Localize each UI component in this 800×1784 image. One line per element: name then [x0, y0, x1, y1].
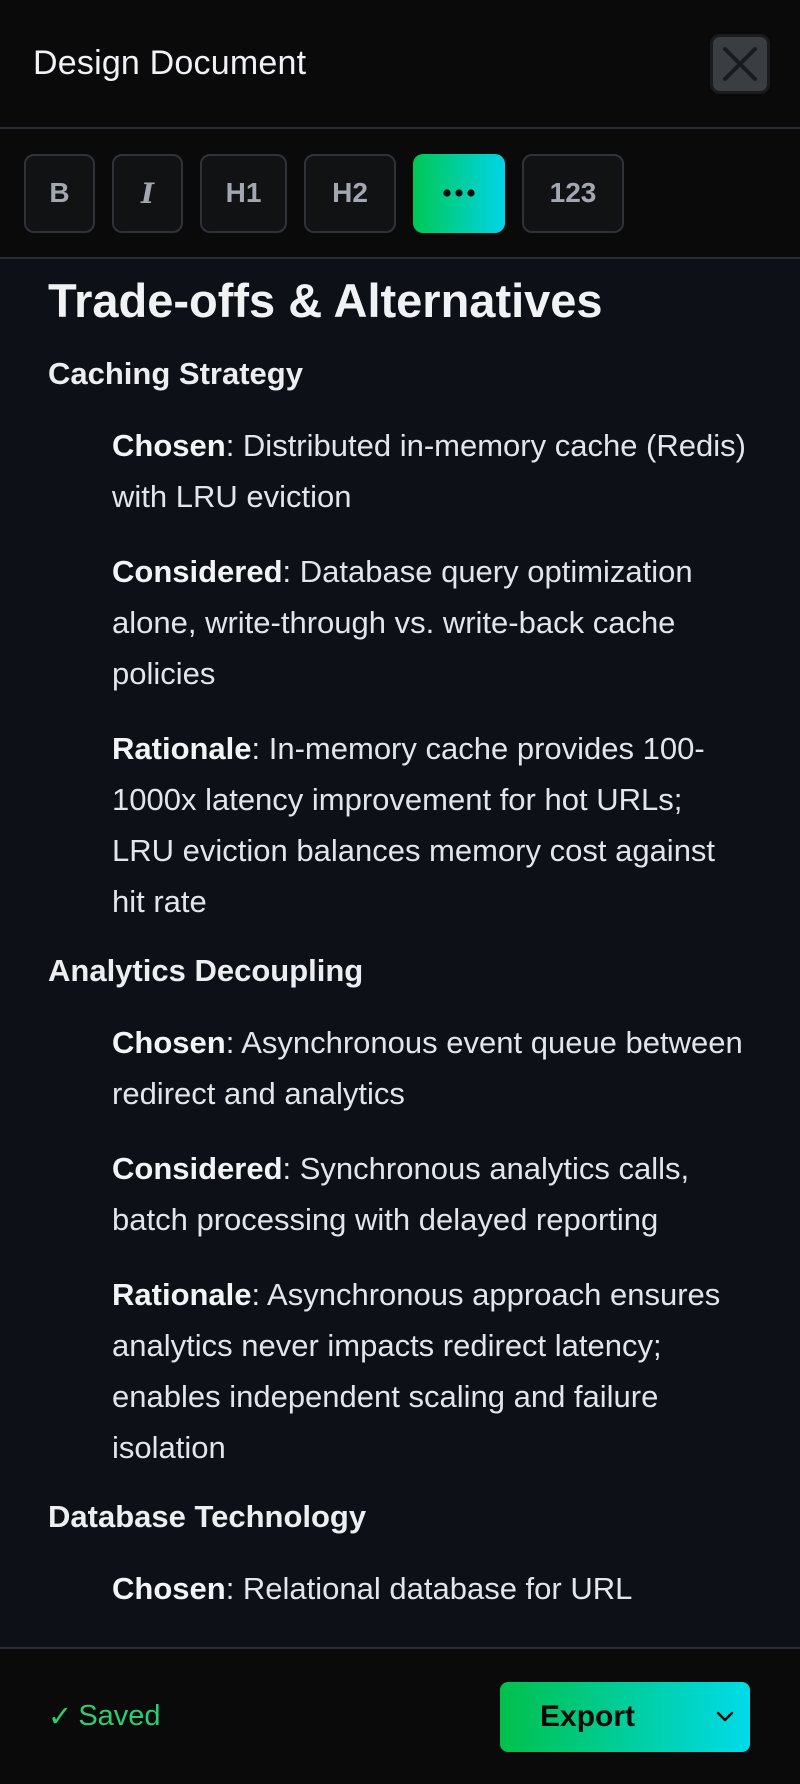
- more-dots-icon: [439, 188, 479, 198]
- heading-2-button[interactable]: H2: [304, 154, 396, 233]
- checkmark-icon: ✓: [48, 1701, 73, 1733]
- header: [0, 0, 800, 129]
- numbered-list-button[interactable]: 123: [522, 154, 624, 233]
- item-text: : Distributed in-memory cache (Redis) with LRU eviction: [112, 428, 746, 514]
- export-button[interactable]: [500, 1682, 750, 1752]
- footer: [0, 1647, 800, 1784]
- list-item: [48, 1017, 752, 1119]
- item-text: : Asynchronous approach ensures analytics never impacts redirect latency; enables independent scaling and failure isolation: [112, 1277, 721, 1465]
- item-label: Chosen: [112, 1571, 226, 1606]
- italic-button[interactable]: I: [112, 154, 183, 233]
- page-title: Design Document: [33, 44, 307, 82]
- list-item: [48, 546, 752, 699]
- list-item: [48, 420, 752, 522]
- list-item: [48, 723, 752, 927]
- close-button[interactable]: [710, 34, 770, 94]
- document-content[interactable]: [0, 259, 800, 1647]
- item-label: Chosen: [112, 428, 226, 463]
- save-status: [48, 1699, 161, 1734]
- list-item: [48, 1563, 752, 1614]
- item-text: : Database query optimization alone, write-through vs. write-back cache policies: [112, 554, 693, 691]
- item-text: : In-memory cache provides 100-1000x latency improvement for hot URLs; LRU eviction balances memory cost against hit rate: [112, 731, 716, 919]
- formatting-toolbar: [0, 129, 800, 259]
- item-text: : Asynchronous event queue between redirect and analytics: [112, 1025, 743, 1111]
- item-text: : Relational database for URL: [225, 1571, 633, 1606]
- section-title: Database Technology: [48, 1499, 367, 1534]
- document-heading: Trade-offs & Alternatives: [48, 274, 603, 327]
- heading-1-button[interactable]: H1: [200, 154, 287, 233]
- item-label: Considered: [112, 554, 283, 589]
- close-icon: [720, 44, 760, 84]
- save-status-text: Saved: [78, 1700, 161, 1732]
- list-item: [48, 1269, 752, 1473]
- bold-button[interactable]: B: [24, 154, 95, 233]
- item-label: Rationale: [112, 1277, 252, 1312]
- more-button[interactable]: [413, 154, 505, 233]
- item-text: : Synchronous analytics calls, batch processing with delayed reporting: [112, 1151, 690, 1237]
- chevron-down-icon[interactable]: [712, 1704, 738, 1730]
- item-label: Chosen: [112, 1025, 226, 1060]
- export-label: Export: [540, 1699, 636, 1733]
- item-label: Rationale: [112, 731, 252, 766]
- section-title: Caching Strategy: [48, 356, 303, 391]
- section-title: Analytics Decoupling: [48, 953, 364, 988]
- item-label: Considered: [112, 1151, 283, 1186]
- list-item: [48, 1143, 752, 1245]
